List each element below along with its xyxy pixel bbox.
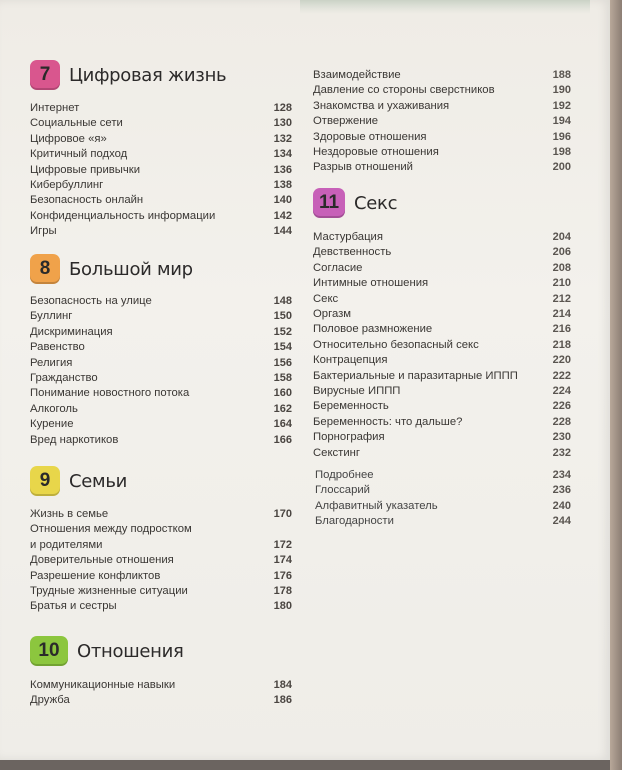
page-number: 244 bbox=[552, 515, 571, 528]
toc-entry[interactable] bbox=[30, 147, 292, 162]
page-number: 178 bbox=[273, 585, 292, 598]
toc-entry[interactable] bbox=[30, 340, 292, 355]
toc-entries bbox=[30, 678, 292, 709]
toc-entry[interactable] bbox=[313, 384, 571, 399]
entry-title: Относительно безопасный секс bbox=[313, 338, 479, 351]
page-number: 170 bbox=[273, 508, 292, 520]
section-header bbox=[30, 634, 292, 668]
entry-title: Контрацепция bbox=[313, 354, 388, 367]
entry-title: Братья и сестры bbox=[30, 600, 117, 613]
toc-entry[interactable] bbox=[315, 468, 571, 483]
entry-title: Интимные отношения bbox=[313, 277, 429, 290]
toc-entries-continued bbox=[313, 68, 571, 176]
entry-title: Вред наркотиков bbox=[30, 433, 119, 446]
entry-title: Беременность: что дальше? bbox=[313, 415, 463, 428]
page-number: 186 bbox=[273, 694, 292, 707]
entry-title: Дружба bbox=[30, 694, 70, 707]
section-header bbox=[30, 252, 292, 286]
toc-entry[interactable] bbox=[313, 160, 571, 175]
toc-entry[interactable] bbox=[30, 507, 292, 522]
page-number: 132 bbox=[273, 132, 292, 145]
entry-title: Нездоровые отношения bbox=[313, 146, 439, 159]
toc-entry[interactable] bbox=[30, 599, 292, 614]
entry-title: Равенство bbox=[30, 341, 85, 354]
entry-title: Трудные жизненные ситуации bbox=[30, 585, 188, 598]
chapter-number-badge: 11 bbox=[313, 188, 345, 218]
entry-title: Благодарности bbox=[315, 515, 394, 528]
page-number: 240 bbox=[552, 499, 571, 512]
entry-title: Цифровое «я» bbox=[30, 132, 107, 145]
toc-entry[interactable] bbox=[313, 261, 571, 276]
back-matter-list bbox=[315, 468, 571, 530]
entry-title: Беременность bbox=[313, 400, 389, 413]
page-number: 224 bbox=[552, 385, 571, 398]
entry-title: Подробнее bbox=[315, 469, 374, 481]
page-number: 152 bbox=[273, 325, 292, 338]
page-number: 216 bbox=[552, 323, 571, 336]
page-number: 130 bbox=[273, 117, 292, 130]
page-number: 236 bbox=[552, 484, 571, 497]
entry-title: Коммуникационные навыки bbox=[30, 679, 176, 691]
entry-title: Интернет bbox=[30, 102, 80, 114]
facing-page-bleed bbox=[300, 0, 590, 14]
page-number: 166 bbox=[273, 433, 292, 446]
entry-title: Половое размножение bbox=[313, 323, 433, 336]
entry-title: Конфиденциальность информации bbox=[30, 209, 216, 222]
entry-title: Секс bbox=[313, 292, 339, 305]
entry-title: Критичный подход bbox=[30, 148, 128, 161]
entry-title: Дискриминация bbox=[30, 325, 113, 338]
toc-entry[interactable] bbox=[313, 114, 571, 129]
toc-entry[interactable] bbox=[30, 522, 292, 537]
toc-entry[interactable] bbox=[313, 399, 571, 414]
toc-entry[interactable] bbox=[30, 417, 292, 432]
toc-entry[interactable] bbox=[315, 499, 571, 514]
page-number: 228 bbox=[552, 415, 571, 428]
page-number: 184 bbox=[273, 679, 292, 691]
toc-entry[interactable] bbox=[30, 538, 292, 553]
toc-entry[interactable] bbox=[313, 369, 571, 384]
entry-title: Безопасность на улице bbox=[30, 295, 152, 307]
page-number: 180 bbox=[273, 600, 292, 613]
toc-entries bbox=[313, 230, 571, 461]
page-number: 226 bbox=[552, 400, 571, 413]
chapter-title: Секс bbox=[354, 192, 398, 214]
entry-title: Алкоголь bbox=[30, 402, 78, 415]
chapter-number-badge: 8 bbox=[30, 254, 60, 284]
toc-entry[interactable] bbox=[313, 446, 571, 461]
entry-title: Отвержение bbox=[313, 115, 379, 128]
page-number: 138 bbox=[273, 179, 292, 192]
toc-entry[interactable] bbox=[313, 415, 571, 430]
toc-entry[interactable] bbox=[313, 430, 571, 445]
entry-title: Секстинг bbox=[313, 446, 361, 459]
entry-title: Разрешение конфликтов bbox=[30, 569, 161, 582]
section-header bbox=[30, 58, 292, 92]
entry-title: Давление со стороны сверстников bbox=[313, 84, 495, 97]
page-number: 140 bbox=[273, 194, 292, 207]
book-edge bbox=[610, 0, 622, 770]
page-number: 156 bbox=[273, 356, 292, 369]
page-number: 174 bbox=[273, 554, 292, 567]
page-number: 194 bbox=[552, 115, 571, 128]
page-number: 154 bbox=[273, 341, 292, 354]
toc-entry[interactable] bbox=[30, 209, 292, 224]
section-9 bbox=[30, 464, 292, 615]
entry-title: Безопасность онлайн bbox=[30, 194, 144, 207]
toc-entry[interactable] bbox=[30, 325, 292, 340]
entry-title: Согласие bbox=[313, 261, 363, 274]
toc-entry[interactable] bbox=[30, 678, 292, 693]
page-number: 220 bbox=[552, 354, 571, 367]
chapter-title: Большой мир bbox=[69, 258, 193, 280]
section-7 bbox=[30, 58, 292, 240]
toc-entries bbox=[30, 294, 292, 448]
toc-entry[interactable] bbox=[30, 132, 292, 147]
section-header bbox=[313, 186, 571, 220]
toc-entry[interactable] bbox=[313, 276, 571, 291]
toc-entries bbox=[30, 101, 292, 240]
chapter-title: Цифровая жизнь bbox=[69, 64, 227, 86]
section-11 bbox=[313, 186, 571, 461]
page-number: 144 bbox=[273, 225, 292, 238]
toc-entry[interactable] bbox=[30, 178, 292, 193]
entry-title: Буллинг bbox=[30, 310, 73, 323]
section-header bbox=[30, 464, 292, 498]
entry-title: Понимание новостного потока bbox=[30, 387, 190, 400]
toc-entry[interactable] bbox=[30, 386, 292, 401]
toc-entry[interactable] bbox=[313, 353, 571, 368]
page-number: 150 bbox=[273, 310, 292, 323]
page-number: 218 bbox=[552, 338, 571, 351]
entry-title: и родителями bbox=[30, 538, 103, 551]
toc-entry[interactable] bbox=[313, 83, 571, 98]
entry-title: Здоровые отношения bbox=[313, 130, 427, 143]
page-number: 136 bbox=[273, 163, 292, 176]
page-number: 206 bbox=[552, 246, 571, 259]
page-number: 210 bbox=[552, 277, 571, 290]
page-number: 158 bbox=[273, 372, 292, 385]
entry-title: Мастурбация bbox=[313, 231, 383, 243]
entry-title: Бактериальные и паразитарные ИППП bbox=[313, 369, 518, 382]
chapter-number-badge: 7 bbox=[30, 60, 60, 90]
entry-title: Вирусные ИППП bbox=[313, 385, 401, 398]
entry-title: Игры bbox=[30, 225, 57, 238]
toc-entry[interactable] bbox=[30, 101, 292, 116]
toc-entry[interactable] bbox=[30, 371, 292, 386]
entry-title: Жизнь в семье bbox=[30, 508, 109, 520]
page-number: 212 bbox=[552, 292, 571, 305]
toc-entry[interactable] bbox=[30, 309, 292, 324]
page-number: 200 bbox=[552, 161, 571, 174]
chapter-title: Отношения bbox=[77, 640, 184, 662]
entry-title: Религия bbox=[30, 356, 73, 369]
entry-title: Гражданство bbox=[30, 372, 98, 385]
toc-entry[interactable] bbox=[30, 163, 292, 178]
toc-entry[interactable] bbox=[313, 130, 571, 145]
page-number: 160 bbox=[273, 387, 292, 400]
toc-entry[interactable] bbox=[30, 402, 292, 417]
entry-title: Порнография bbox=[313, 431, 385, 444]
toc-entry[interactable] bbox=[313, 322, 571, 337]
toc-entry[interactable] bbox=[30, 433, 292, 448]
toc-entry[interactable] bbox=[30, 693, 292, 708]
entry-title: Кибербуллинг bbox=[30, 179, 104, 192]
page-number: 128 bbox=[273, 102, 292, 114]
toc-entry[interactable] bbox=[30, 224, 292, 239]
page-number: 176 bbox=[273, 569, 292, 582]
page-number: 134 bbox=[273, 148, 292, 161]
chapter-number-badge: 9 bbox=[30, 466, 60, 496]
entry-title: Девственность bbox=[313, 246, 392, 259]
toc-entry[interactable] bbox=[30, 584, 292, 599]
entry-title: Взаимодействие bbox=[313, 69, 401, 81]
page-number: 188 bbox=[552, 69, 571, 81]
entry-title: Разрыв отношений bbox=[313, 161, 413, 174]
toc-entry[interactable] bbox=[30, 569, 292, 584]
toc-entry[interactable] bbox=[313, 145, 571, 160]
page-number: 204 bbox=[552, 231, 571, 243]
entry-title: Цифровые привычки bbox=[30, 163, 141, 176]
entry-title: Глоссарий bbox=[315, 484, 370, 497]
chapter-title: Семьи bbox=[69, 470, 128, 492]
toc-entry[interactable] bbox=[313, 99, 571, 114]
toc-entry[interactable] bbox=[30, 193, 292, 208]
toc-entries bbox=[30, 507, 292, 615]
page-number: 164 bbox=[273, 418, 292, 431]
entry-title: Социальные сети bbox=[30, 117, 123, 130]
entry-title: Отношения между подростком bbox=[30, 523, 192, 536]
section-10 bbox=[30, 634, 292, 709]
toc-entry[interactable] bbox=[313, 292, 571, 307]
toc-entry[interactable] bbox=[30, 356, 292, 371]
page-number: 142 bbox=[273, 209, 292, 222]
toc-entry[interactable] bbox=[315, 514, 571, 529]
toc-entry[interactable] bbox=[313, 338, 571, 353]
entry-title: Курение bbox=[30, 418, 74, 431]
section-8 bbox=[30, 252, 292, 448]
page-number: 162 bbox=[273, 402, 292, 415]
toc-entry[interactable] bbox=[313, 68, 571, 83]
page-number: 196 bbox=[552, 130, 571, 143]
toc-entry[interactable] bbox=[30, 553, 292, 568]
page-number: 234 bbox=[552, 469, 571, 481]
page-number: 198 bbox=[552, 146, 571, 159]
toc-entry[interactable] bbox=[313, 245, 571, 260]
entry-title: Доверительные отношения bbox=[30, 554, 174, 567]
entry-title: Оргазм bbox=[313, 308, 352, 321]
page-number: 172 bbox=[273, 538, 292, 551]
chapter-number-badge: 10 bbox=[30, 636, 68, 666]
page-number: 232 bbox=[552, 446, 571, 459]
page-number: 190 bbox=[552, 84, 571, 97]
page-number: 214 bbox=[552, 308, 571, 321]
toc-entry[interactable] bbox=[30, 116, 292, 131]
page-number: 222 bbox=[552, 369, 571, 382]
page-number: 148 bbox=[273, 295, 292, 307]
toc-entry[interactable] bbox=[313, 230, 571, 245]
page-number: 230 bbox=[552, 431, 571, 444]
toc-entry[interactable] bbox=[315, 483, 571, 498]
page-number: 208 bbox=[552, 261, 571, 274]
entry-title: Алфавитный указатель bbox=[315, 499, 438, 512]
entry-title: Знакомства и ухаживания bbox=[313, 99, 450, 112]
page-number: 192 bbox=[552, 99, 571, 112]
toc-entry[interactable] bbox=[313, 307, 571, 322]
toc-entry[interactable] bbox=[30, 294, 292, 309]
